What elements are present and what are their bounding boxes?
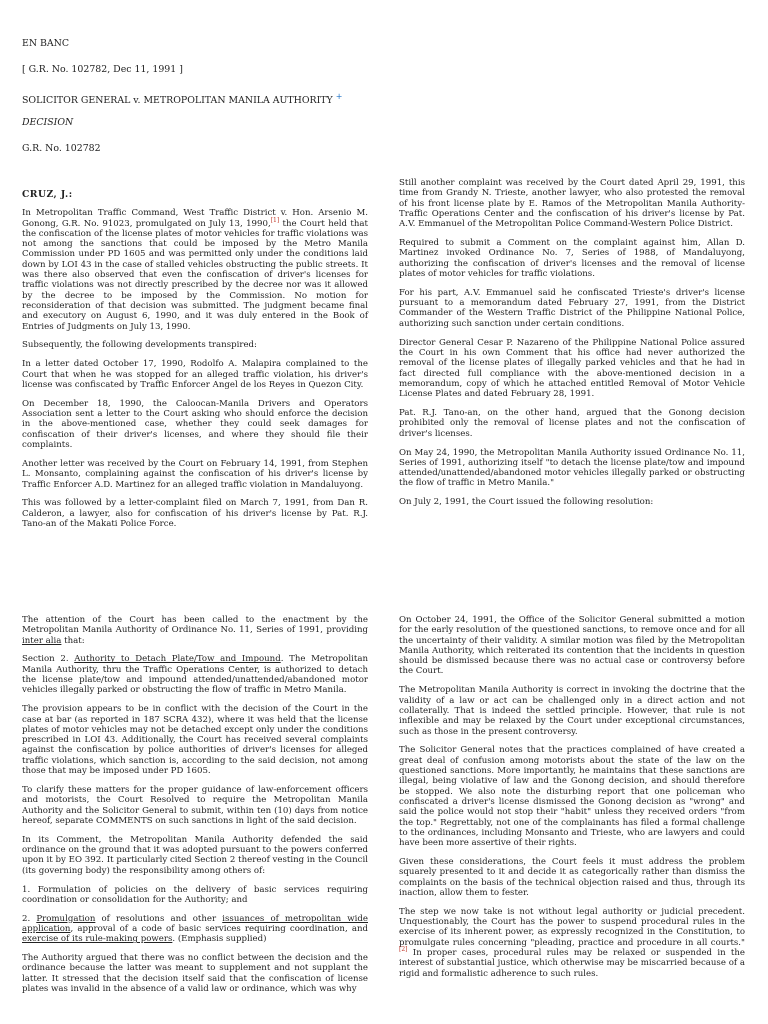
paragraph: For his part, A.V. Emmanuel said he confiscated Trieste's driver's license pursuant to a memorandum dated February 27, 1991, from the District Commander of the Western Traffic District of the Philippine National Police, authorizing such sanction under certain conditions.: [399, 287, 745, 329]
paragraph: To clarify these matters for the proper guidance of law-enforcement officers and motorists, the Court Resolved to require the Metropolitan Manila Authority and the Solicitor General to submit, within ten (10) days from notice hereof, separate COMMENTS on such sanctions in light of the said decision.: [22, 784, 368, 826]
paragraph: Pat. R.J. Tano-an, on the other hand, argued that the Gonong decision prohibited only the removal of license plates and not the confiscation of driver's licenses.: [399, 408, 745, 439]
paragraph-text: , approval of a code of basic services requiring coordination, and: [70, 923, 368, 934]
paragraph-text: . (Emphasis supplied): [172, 934, 267, 945]
page1-left-column: [22, 190, 368, 538]
paragraph: Another letter was received by the Court on February 14, 1991, from Stephen L. Monsanto, complaining against the confiscation of his driver's license by Traffic Enforcer A.D. Martinez for an alleged traffic violation in Mandaluyong.: [22, 458, 368, 490]
paragraph: Required to submit a Comment on the complaint against him, Allan D. Martinez invoked Ordinance No. 7, Series of 1988, of Mandaluyong, authorizing the confiscation of driver's licenses and the removal of license plates of motor vehicles for traffic violations.: [399, 238, 745, 279]
underlined-term: exercise of its rule-making powers: [22, 934, 173, 945]
court-division: EN BANC: [22, 38, 70, 49]
paragraph: On May 24, 1990, the Metropolitan Manila Authority issued Ordinance No. 11, Series of 1991, authorizing itself "to detach the license plate/tow and impound attended/unattended/abandoned motor vehicles illegally parked or obstructing the flow of traffic in Metro Manila.": [399, 447, 745, 489]
paragraph: In a letter dated October 17, 1990, Rodolfo A. Malapira complained to the Court that when he was stopped for an alleged traffic violation, his driver's license was confiscated by Traffic Enforcer Angel de los Reyes in Quezon City.: [22, 359, 368, 390]
paragraph-text: The step we now take is not without legal authority or judicial precedent. Unquestionably, the Court has the power to suspend procedural rules in the exercise of its inherent power, as expressly recognized in the Constitution, to promulgate rules concerning "pleading, practice and procedure in all courts.": [399, 906, 745, 948]
footnote-link[interactable]: [2]: [399, 946, 408, 954]
paragraph: The provision appears to be in conflict with the decision of the Court in the case at bar (as reported in 187 SCRA 432), where it was held that the license plates of motor vehicles may not be detached except only under the conditions prescribed in LOI 43. Additionally, the Court has received several complaints against the confiscation by police authorities of driver's licenses for alleged traffic violations, which sanction is, according to the said decision, not among those that may be imposed under PD 1605.: [22, 704, 368, 777]
quoted-section: [22, 654, 368, 695]
paragraph-text: that:: [61, 635, 85, 646]
paragraph: Director General Cesar P. Nazareno of the Philippine National Police assured the Court in his own Comment that his office had never authorized the removal of the license plates of illegally parked vehicles and that he had in fact directed full compliance with the above-mentioned decision in a memorandum, copy of which he attached entitled Removal of Motor Vehicle License Plates and dated February 28, 1991.: [399, 337, 745, 400]
paragraph: On July 2, 1991, the Court issued the following resolution:: [399, 497, 654, 508]
list-item: [22, 914, 368, 945]
paragraph: The Metropolitan Manila Authority is correct in invoking the doctrine that the validity of a law or act can be challenged only in a direct action and not collaterally. That is indeed the settled principle. However, that rule is not inflexible and may be relaxed by the Court under exceptional circumstances, such as those in the present controversy.: [399, 685, 745, 737]
case-title: [22, 91, 342, 107]
paragraph-text: In proper cases, procedural rules may be relaxed or suspended in the interest of substantial justice, which otherwise may be miscarried because of a rigid and formalistic adherence to such rules.: [399, 947, 745, 979]
page1-right-column: [399, 178, 745, 516]
docket-number: [ G.R. No. 102782, Dec 11, 1991 ]: [22, 64, 183, 75]
underlined-term: Authority to Detach Plate/Tow and Impound: [74, 654, 281, 665]
paragraph-text: In Metropolitan Traffic Command, West Traffic District v. Hon. Arsenio M. Gonong, G.R. No. 91023, promulgated on July 13, 1990,: [22, 208, 368, 229]
paragraph: In its Comment, the Metropolitan Manila Authority defended the said ordinance on the ground that it was adopted pursuant to the powers conferred upon it by EO 392. It particularly cited Section 2 thereof vesting in the Council (its governing body) the responsibility among others of:: [22, 834, 368, 876]
paragraph-text: . The Metropolitan Manila Authority, thru the Traffic Operations Center, is authorized to detach the license plate/tow and impound attended/unattended/abandoned motor vehicles illegally parked or obstructing the flow of traffic in Metro Manila.: [22, 654, 368, 696]
list-item: 1. Formulation of policies on the delivery of basic services requiring coordination or consolidation for the Authority; and: [22, 884, 368, 905]
paragraph: Given these considerations, the Court feels it must address the problem squarely presented to it and decide it as categorically rather than dismiss the complaints on the basis of the technical objection raised and thus, through its inaction, allow them to fester.: [399, 857, 745, 898]
underlined-term: inter alia: [22, 635, 62, 646]
footnote-link[interactable]: [1]: [270, 216, 280, 224]
paragraph: On October 24, 1991, the Office of the Solicitor General submitted a motion for the early resolution of the questioned sanctions, to remove once and for all the uncertainty of their validity. A similar motion was filed by the Metropolitan Manila Authority, which reiterated its contention that the incidents in question should be dismissed because there was no actual case or controversy before the Court.: [399, 615, 745, 677]
gr-number: G.R. No. 102782: [22, 143, 101, 154]
paragraph-text: of resolutions and other: [95, 913, 223, 924]
page2-left-column: [22, 615, 368, 1003]
paragraph: [22, 208, 368, 332]
document-type: DECISION: [22, 117, 74, 128]
paragraph: This was followed by a letter-complaint filed on March 7, 1991, from Dan R. Calderon, a lawyer, also for confiscation of his driver's license by Pat. R.J. Tano-an of the Makati Police Force.: [22, 498, 368, 529]
paragraph-text: the Court held that the confiscation of the license plates of motor vehicles for traffic violations was not among the sanctions that could be imposed by the Metro Manila Commission under PD 1605 and was permitted only under the conditions laid down by LOI 43 in the case of stalled vehicles obstructing the public streets. It was there also observed that even the confiscation of driver's licenses for traffic violations was not directly prescribed by the decree nor was it allowed by the decree to be imposed by the Commission. No motion for reconsideration of that decision was submitted. The judgment became final and executory on August 6, 1990, and it was duly entered in the Book of Entries of Judgments on July 13, 1990.: [22, 218, 368, 332]
paragraph: On December 18, 1990, the Caloocan-Manila Drivers and Operators Association sent a letter to the Court asking who should enforce the decision in the above-mentioned case, whether they could seek damages for confiscation of their driver's licenses, and where they should file their complaints.: [22, 398, 368, 451]
page2-right-column: [399, 615, 745, 987]
paragraph-text: Section 2.: [22, 654, 75, 665]
paragraph: [399, 907, 745, 979]
paragraph-text: 2.: [22, 913, 37, 924]
paragraph: The Authority argued that there was no conflict between the decision and the ordinance because the latter was meant to supplement and not supplant the latter. It stressed that the decision itself said that the confiscation of license plates was invalid in the absence of a valid law or ordinance, which was why: [22, 953, 368, 995]
paragraph: Still another complaint was received by the Court dated April 29, 1991, this time from Grandy N. Trieste, another lawyer, who also protested the removal of his front license plate by E. Ramos of the Metropolitan Manila Authority-Traffic Operations Center and the confiscation of his driver's license by Pat. A.V. Emmanuel of the Metropolitan Police Command-Western Police District.: [399, 178, 745, 230]
paragraph-text: The attention of the Court has been called to the enactment by the Metropolitan Manila Authority of Ordinance No. 11, Series of 1991, providing: [22, 615, 368, 636]
case-title-text: SOLICITOR GENERAL v. METROPOLITAN MANILA AUTHORITY: [22, 95, 333, 107]
paragraph: Subsequently, the following developments transpired:: [22, 340, 257, 351]
title-footnote-link[interactable]: +: [335, 92, 343, 101]
underlined-term: issuances of metropolitan wide application: [22, 913, 368, 934]
ponente: CRUZ, J.:: [22, 189, 73, 200]
paragraph: [22, 615, 368, 646]
paragraph: The Solicitor General notes that the practices complained of have created a great deal of confusion among motorists about the state of the law on the questioned sanctions. More importantly, he maintains that these sanctions are illegal, being violative of law and the Gonong decision, and should therefore be stopped. We also note the disturbing report that one policeman who confiscated a driver's license dismissed the Gonong decision as "wrong" and said the police would not stop their "habit" unless they received orders "from the top." Regrettably, not one of the complainants has filed a formal challenge to the ordinances, including Monsanto and Trieste, who are lawyers and could have been more assertive of their rights.: [399, 745, 745, 849]
underlined-term: Promulgation: [36, 913, 96, 924]
